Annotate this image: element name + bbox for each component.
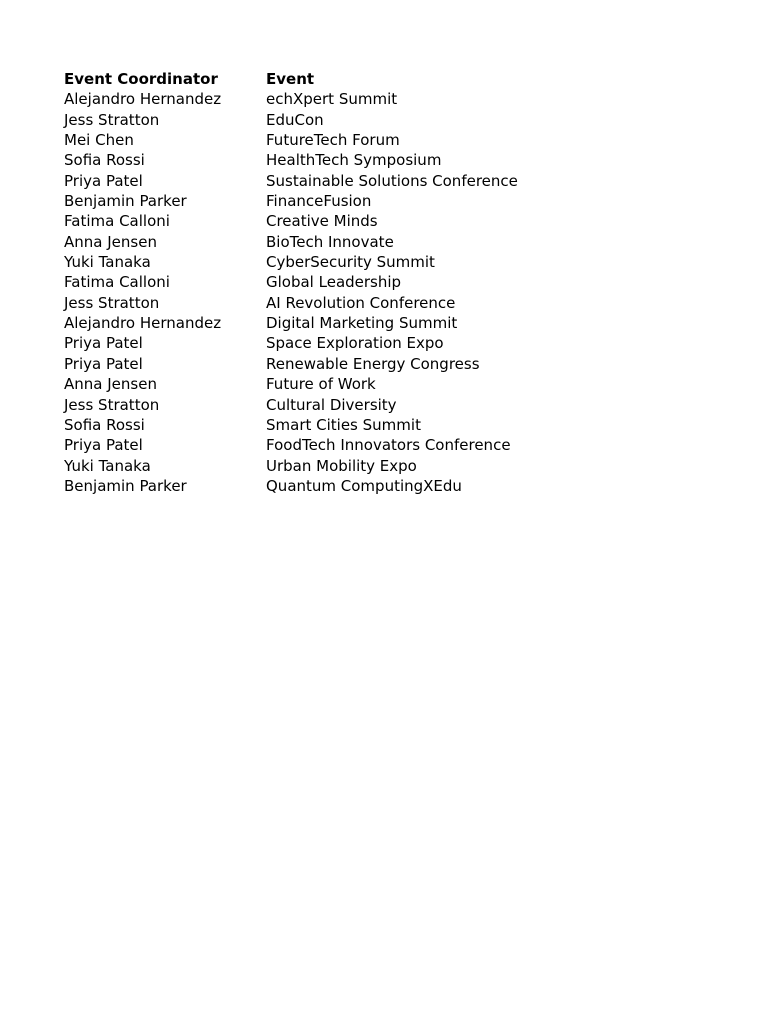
coordinator-cell: Yuki Tanaka [64, 253, 151, 272]
table-row [64, 191, 666, 211]
event-cell: CyberSecurity Summit [266, 253, 435, 272]
event-cell: FutureTech Forum [266, 131, 400, 150]
table-row [64, 415, 666, 435]
coordinator-cell: Priya Patel [64, 334, 143, 353]
event-cell: Urban Mobility Expo [266, 456, 417, 475]
event-cell: Quantum ComputingXEdu [266, 476, 462, 495]
coordinator-cell: Benjamin Parker [64, 192, 187, 211]
event-cell: FoodTech Innovators Conference [266, 436, 511, 455]
coordinator-cell: Fatima Calloni [64, 273, 170, 292]
event-cell: Sustainable Solutions Conference [266, 171, 518, 190]
coordinator-cell: Anna Jensen [64, 375, 157, 394]
table-row [64, 150, 666, 170]
table-row [64, 252, 666, 272]
table-row [64, 476, 666, 496]
event-cell: Space Exploration Expo [266, 334, 444, 353]
event-cell: Cultural Diversity [266, 395, 397, 414]
header-row [64, 69, 666, 89]
table-row [64, 374, 666, 394]
table-row [64, 110, 666, 130]
coordinator-cell: Jess Stratton [64, 110, 160, 129]
table-row [64, 395, 666, 415]
table-row [64, 211, 666, 231]
coordinator-cell: Priya Patel [64, 171, 143, 190]
coordinator-cell: Fatima Calloni [64, 212, 170, 231]
coordinator-cell: Jess Stratton [64, 293, 160, 312]
coordinator-cell: Alejandro Hernandez [64, 90, 222, 109]
table-row [64, 232, 666, 252]
event-cell: BioTech Innovate [266, 232, 394, 251]
coordinator-cell: Alejandro Hernandez [64, 314, 222, 333]
event-cell: Creative Minds [266, 212, 378, 231]
table-row [64, 435, 666, 455]
column-header-event-coordinator: Event Coordinator [64, 70, 218, 88]
coordinator-cell: Anna Jensen [64, 232, 157, 251]
document-page [64, 69, 744, 496]
event-cell: Smart Cities Summit [266, 415, 421, 434]
coordinator-cell: Benjamin Parker [64, 476, 187, 495]
event-table [64, 69, 666, 496]
coordinator-cell: Sofia Rossi [64, 151, 145, 170]
table-row [64, 272, 666, 292]
coordinator-cell: Yuki Tanaka [64, 456, 151, 475]
table-row [64, 171, 666, 191]
event-cell: Global Leadership [266, 273, 402, 292]
table-row [64, 130, 666, 150]
event-cell: AI Revolution Conference [266, 293, 456, 312]
table-body [64, 89, 666, 496]
event-cell: Future of Work [266, 375, 376, 394]
event-cell: EduCon [266, 110, 324, 129]
table-row [64, 89, 666, 109]
table-row [64, 354, 666, 374]
coordinator-cell: Jess Stratton [64, 395, 160, 414]
event-cell: FinanceFusion [266, 192, 372, 211]
event-cell: HealthTech Symposium [266, 151, 442, 170]
table-row [64, 293, 666, 313]
coordinator-cell: Priya Patel [64, 436, 143, 455]
event-cell: echXpert Summit [266, 90, 398, 109]
coordinator-cell: Mei Chen [64, 131, 134, 150]
table-row [64, 313, 666, 333]
coordinator-cell: Priya Patel [64, 354, 143, 373]
table-row [64, 333, 666, 353]
table-row [64, 456, 666, 476]
column-header-event: Event [266, 70, 315, 88]
event-cell: Digital Marketing Summit [266, 314, 458, 333]
coordinator-cell: Sofia Rossi [64, 415, 145, 434]
table-header [64, 69, 666, 89]
event-cell: Renewable Energy Congress [266, 354, 480, 373]
